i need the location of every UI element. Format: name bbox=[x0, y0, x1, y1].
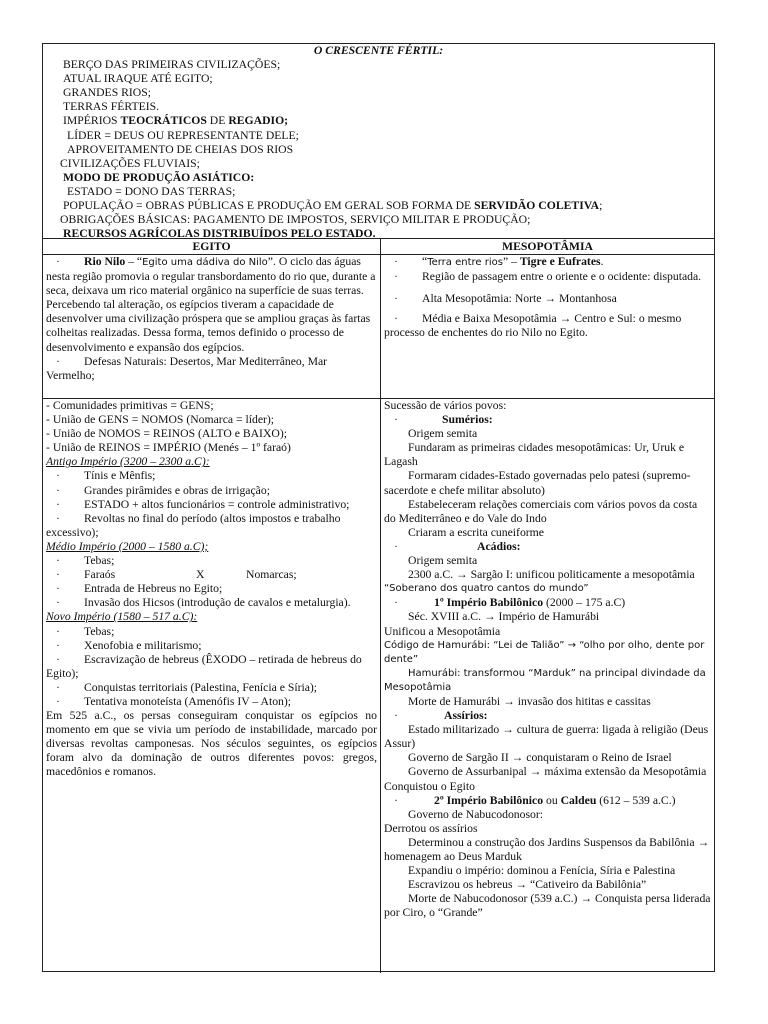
bullet: · bbox=[56, 582, 60, 596]
bullet: · bbox=[56, 511, 60, 525]
bullet: · bbox=[56, 497, 60, 511]
sumerios-item: Formaram cidades-Estado governadas pelo patesi (supremo-sacerdote e chefe militar absoluto) bbox=[384, 469, 691, 497]
sumerios-item: Estabeleceram relações comerciais com vários povos da costa do Mediterrâneo e do Vale do Indo bbox=[384, 497, 698, 525]
text: Tentativa monoteísta (Amenófis IV – Aton); bbox=[84, 694, 292, 708]
babilonico2-heading bbox=[384, 794, 711, 808]
text-bold: Acádios: bbox=[477, 539, 521, 553]
defesas-item bbox=[46, 355, 377, 383]
bullet: · bbox=[56, 568, 60, 582]
quote-text: Egito uma dádiva do Nilo bbox=[142, 257, 268, 268]
regiao-item bbox=[384, 270, 711, 284]
text: Grandes pirâmides e obras de irrigação; bbox=[84, 483, 270, 497]
document-title: O CRESCENTE FÉRTIL: bbox=[313, 44, 444, 57]
text-bold: Assírios: bbox=[444, 709, 488, 723]
bullet: · bbox=[394, 793, 398, 807]
medio-item bbox=[46, 582, 377, 596]
text: Nomarcas; bbox=[246, 568, 297, 582]
bullet: · bbox=[394, 596, 398, 610]
bullet: · bbox=[56, 694, 60, 708]
rio-nilo-label: Rio Nilo bbox=[84, 255, 126, 268]
header-line: BERÇO DAS PRIMEIRAS CIVILIZAÇÕES; bbox=[63, 58, 281, 72]
assirios-item: Governo de Sargão II → conquistaram o Reino de Israel bbox=[408, 751, 672, 765]
sumerios-heading bbox=[384, 413, 711, 427]
antigo-item bbox=[46, 484, 377, 498]
bullet: · bbox=[394, 539, 398, 553]
meso-intro: Sucessão de vários povos: bbox=[384, 399, 507, 412]
header-section bbox=[43, 44, 714, 241]
text-bold: 2º Império Babilônico bbox=[434, 793, 544, 807]
header-lider: LÍDER = DEUS OU REPRESENTANTE DELE; bbox=[67, 128, 299, 142]
text: Escravização de hebreus (ÊXODO – retirada de hebreus do Egito); bbox=[46, 652, 362, 680]
text: Invasão dos Hicsos (introdução de cavalos e metalurgia). bbox=[84, 596, 351, 610]
egito-line: - União de NOMOS = REINOS (ALTO e BAIXO); bbox=[46, 427, 287, 441]
bullet: · bbox=[394, 413, 398, 427]
sumerios-item: Origem semita bbox=[408, 427, 478, 441]
terra-entre-rios bbox=[384, 255, 711, 270]
medio-imperio-heading: Médio Império (2000 – 1580 a.C); bbox=[46, 539, 209, 553]
text-bold: Sumérios: bbox=[442, 413, 493, 427]
novo-imperio-heading: Novo Império (1580 – 517 a.C): bbox=[46, 610, 198, 624]
text-bold: 1º Império Babilônico bbox=[434, 596, 544, 610]
text-bold: SERVIDÃO COLETIVA bbox=[474, 199, 600, 213]
antigo-item bbox=[46, 469, 377, 483]
text: Tínis e Mênfis; bbox=[84, 469, 156, 483]
text: “ bbox=[422, 255, 428, 268]
bullet: · bbox=[394, 292, 398, 306]
medio-item bbox=[46, 596, 377, 610]
text: IMPÉRIOS bbox=[63, 114, 121, 128]
rio-nilo-text: das águas nesta região promovia o regular transbordamento do rio que, durante a seca, deixava um rico material orgânico na superfície de suas terras. Percebendo tal alteração, os egípcios tiveram a capacidade de desenvolver uma civilização próspera que se ampliou graças às fartas colheitas realizadas. Dessa forma, temos definido o processo de desenvolvimento e expansão dos egípcios. bbox=[46, 255, 376, 354]
text: Tebas; bbox=[84, 554, 115, 568]
assirios-heading bbox=[384, 709, 711, 723]
bullet: · bbox=[56, 469, 60, 483]
sumerios-item: Fundaram as primeiras cidades mesopotâmicas: Ur, Uruk e Lagash bbox=[384, 441, 685, 469]
column-header-mesopotamia: MESOPOTÂMIA bbox=[381, 238, 714, 255]
text: POPULAÇÃO = OBRAS PÚBLICAS E PRODUÇÃO EM GERAL SOB FORMA DE bbox=[63, 199, 475, 213]
egito-line: - União de REINOS = IMPÉRIO (Menés – 1º faraó) bbox=[46, 441, 291, 455]
text-bold: Caldeu bbox=[560, 793, 597, 807]
text: X bbox=[196, 568, 205, 582]
assirios-item: Governo de Assurbanipal → máxima extensão da Mesopotâmia bbox=[408, 765, 707, 779]
rio-nilo-paragraph bbox=[46, 255, 377, 355]
text: . bbox=[600, 255, 604, 268]
meso-bottom-cell bbox=[384, 399, 711, 920]
bullet: · bbox=[394, 255, 398, 268]
antigo-item bbox=[46, 498, 377, 512]
quote-text: Terra entre rios bbox=[427, 257, 503, 268]
text: (612 – 539 a.C.) bbox=[596, 793, 676, 807]
acadios-item: Origem semita bbox=[408, 554, 478, 568]
header-aproveitamento: APROVEITAMENTO DE CHEIAS DOS RIOS bbox=[67, 142, 294, 156]
caldeu-item: Determinou a construção dos Jardins Suspensos da Babilônia → homenagem ao Deus Marduk bbox=[384, 835, 710, 863]
bullet: · bbox=[56, 624, 60, 638]
bullet: · bbox=[56, 652, 60, 666]
text: ”. O ciclo bbox=[267, 255, 313, 268]
bullet: · bbox=[56, 596, 60, 610]
text: ESTADO + altos funcionários = controle administrativo; bbox=[84, 497, 350, 511]
egito-top-cell bbox=[46, 255, 377, 383]
column-header-egito: EGITO bbox=[43, 238, 380, 255]
egito-bottom-cell bbox=[46, 399, 377, 780]
header-estado: ESTADO = DONO DAS TERRAS; bbox=[67, 184, 236, 198]
text: – “ bbox=[125, 255, 143, 268]
text: Região de passagem entre o oriente e o ocidente: disputada. bbox=[422, 270, 702, 284]
text: Faraós bbox=[84, 568, 116, 582]
bullet: · bbox=[56, 354, 60, 368]
media-item bbox=[384, 312, 711, 340]
text: Tebas; bbox=[84, 624, 115, 638]
babilonico1-item: Unificou a Mesopotâmia bbox=[384, 624, 501, 638]
babilonico1-item: Morte de Hamurábi → invasão dos hititas e cassitas bbox=[408, 694, 651, 708]
babilonico1-item: Código de Hamurábi: “Lei de Talião” → “olho por olho, dente por dente” bbox=[384, 639, 705, 665]
bullet: · bbox=[394, 709, 398, 723]
text: ; bbox=[599, 199, 603, 213]
header-line: TERRAS FÉRTEIS. bbox=[63, 100, 160, 114]
text: Revoltas no final do período (altos impostos e trabalho excessivo); bbox=[46, 511, 341, 539]
text: Alta Mesopotâmia: Norte → Montanhosa bbox=[422, 292, 617, 306]
text: Entrada de Hebreus no Egito; bbox=[84, 582, 223, 596]
bullet: · bbox=[56, 680, 60, 694]
egito-line: - União de GENS = NOMOS (Nomarca = líder); bbox=[46, 413, 275, 427]
alta-item bbox=[384, 292, 711, 306]
text: ou bbox=[543, 793, 561, 807]
header-populacao bbox=[43, 199, 714, 213]
header-line: GRANDES RIOS; bbox=[63, 86, 151, 100]
document-page bbox=[42, 43, 715, 972]
caldeu-item: Morte de Nabucodonosor (539 a.C.) → Conquista persa liderada por Ciro, o “Grande” bbox=[384, 892, 711, 920]
acadios-heading bbox=[384, 540, 711, 554]
column-divider bbox=[380, 238, 381, 973]
babilonico1-item: Hamurábi: transformou “Marduk” na principal divindade da Mesopotâmia bbox=[384, 667, 706, 693]
novo-item bbox=[46, 681, 377, 695]
acadios-item: 2300 a.C. → Sargão I: unificou politicamente a mesopotâmia bbox=[408, 568, 695, 582]
assirios-item: Conquistou o Egito bbox=[384, 779, 475, 793]
medio-item bbox=[46, 554, 377, 568]
header-modo: MODO DE PRODUÇÃO ASIÁTICO: bbox=[63, 170, 255, 184]
bullet: · bbox=[56, 483, 60, 497]
acadios-item: “Soberano dos quatro cantos do mundo” bbox=[384, 583, 589, 595]
antigo-item bbox=[46, 512, 377, 540]
text: (2000 – 175 a.C) bbox=[543, 596, 626, 610]
header-civilizacoes: CIVILIZAÇÕES FLUVIAIS; bbox=[60, 156, 200, 170]
babilonico1-heading bbox=[384, 596, 711, 610]
egito-final-paragraph: Em 525 a.C., os persas conseguiram conquistar os egípcios no momento em que se vivia um período de instabilidade, marcado por diversas revoltas camponesas. Nos séculos seguintes, os egípcios foram alvo da dominação de outros diferentes povos: gregos, macedônios e romanos. bbox=[46, 709, 377, 779]
text: Conquistas territoriais (Palestina, Fenícia e Síria); bbox=[84, 680, 318, 694]
header-recursos: RECURSOS AGRÍCOLAS DISTRIBUÍDOS PELO ESTADO. bbox=[63, 227, 376, 241]
bullet: · bbox=[56, 255, 60, 268]
assirios-item: Estado militarizado → cultura de guerra: ligada à religião (Deus Assur) bbox=[384, 723, 709, 751]
novo-item bbox=[46, 625, 377, 639]
header-imperios bbox=[43, 114, 714, 128]
novo-item bbox=[46, 639, 377, 653]
text: Defesas Naturais: Desertos, Mar Mediterrâneo, Mar Vermelho; bbox=[46, 354, 328, 382]
babilonico1-item: Séc. XVIII a.C. → Império de Hamurábi bbox=[408, 610, 600, 624]
novo-item bbox=[46, 653, 377, 681]
header-line: ATUAL IRAQUE ATÉ EGITO; bbox=[63, 72, 213, 86]
caldeu-item: Derrotou os assírios bbox=[384, 821, 478, 835]
caldeu-item: Governo de Nabucodonosor: bbox=[408, 807, 544, 821]
text: DE bbox=[206, 114, 229, 128]
bullet: · bbox=[394, 312, 398, 326]
bullet: · bbox=[56, 554, 60, 568]
text: ” – bbox=[502, 255, 520, 268]
novo-item bbox=[46, 695, 377, 709]
text: Xenofobia e militarismo; bbox=[84, 638, 202, 652]
meso-top-cell bbox=[384, 255, 711, 340]
bullet: · bbox=[394, 270, 398, 284]
header-obrigacoes: OBRIGAÇÕES BÁSICAS: PAGAMENTO DE IMPOSTOS, SERVIÇO MILITAR E PRODUÇÃO; bbox=[60, 213, 531, 227]
text-bold: TEOCRÁTICOS bbox=[120, 114, 207, 128]
caldeu-item: Escravizou os hebreus → “Cativeiro da Babilônia” bbox=[408, 878, 647, 892]
text-bold: REGADIO; bbox=[228, 114, 289, 128]
egito-line: - Comunidades primitivas = GENS; bbox=[46, 399, 214, 412]
caldeu-item: Expandiu o império: dominou a Fenícia, Síria e Palestina bbox=[408, 864, 676, 878]
text-bold: Tigre e Eufrates bbox=[519, 255, 601, 268]
medio-item-faraos bbox=[46, 568, 377, 582]
text: Média e Baixa Mesopotâmia → Centro e Sul: o mesmo processo de enchentes do rio Nilo no Egito. bbox=[384, 312, 682, 340]
sumerios-item: Criaram a escrita cuneiforme bbox=[408, 525, 544, 539]
antigo-imperio-heading: Antigo Império (3200 – 2300 a.C): bbox=[46, 455, 210, 469]
bullet: · bbox=[56, 638, 60, 652]
